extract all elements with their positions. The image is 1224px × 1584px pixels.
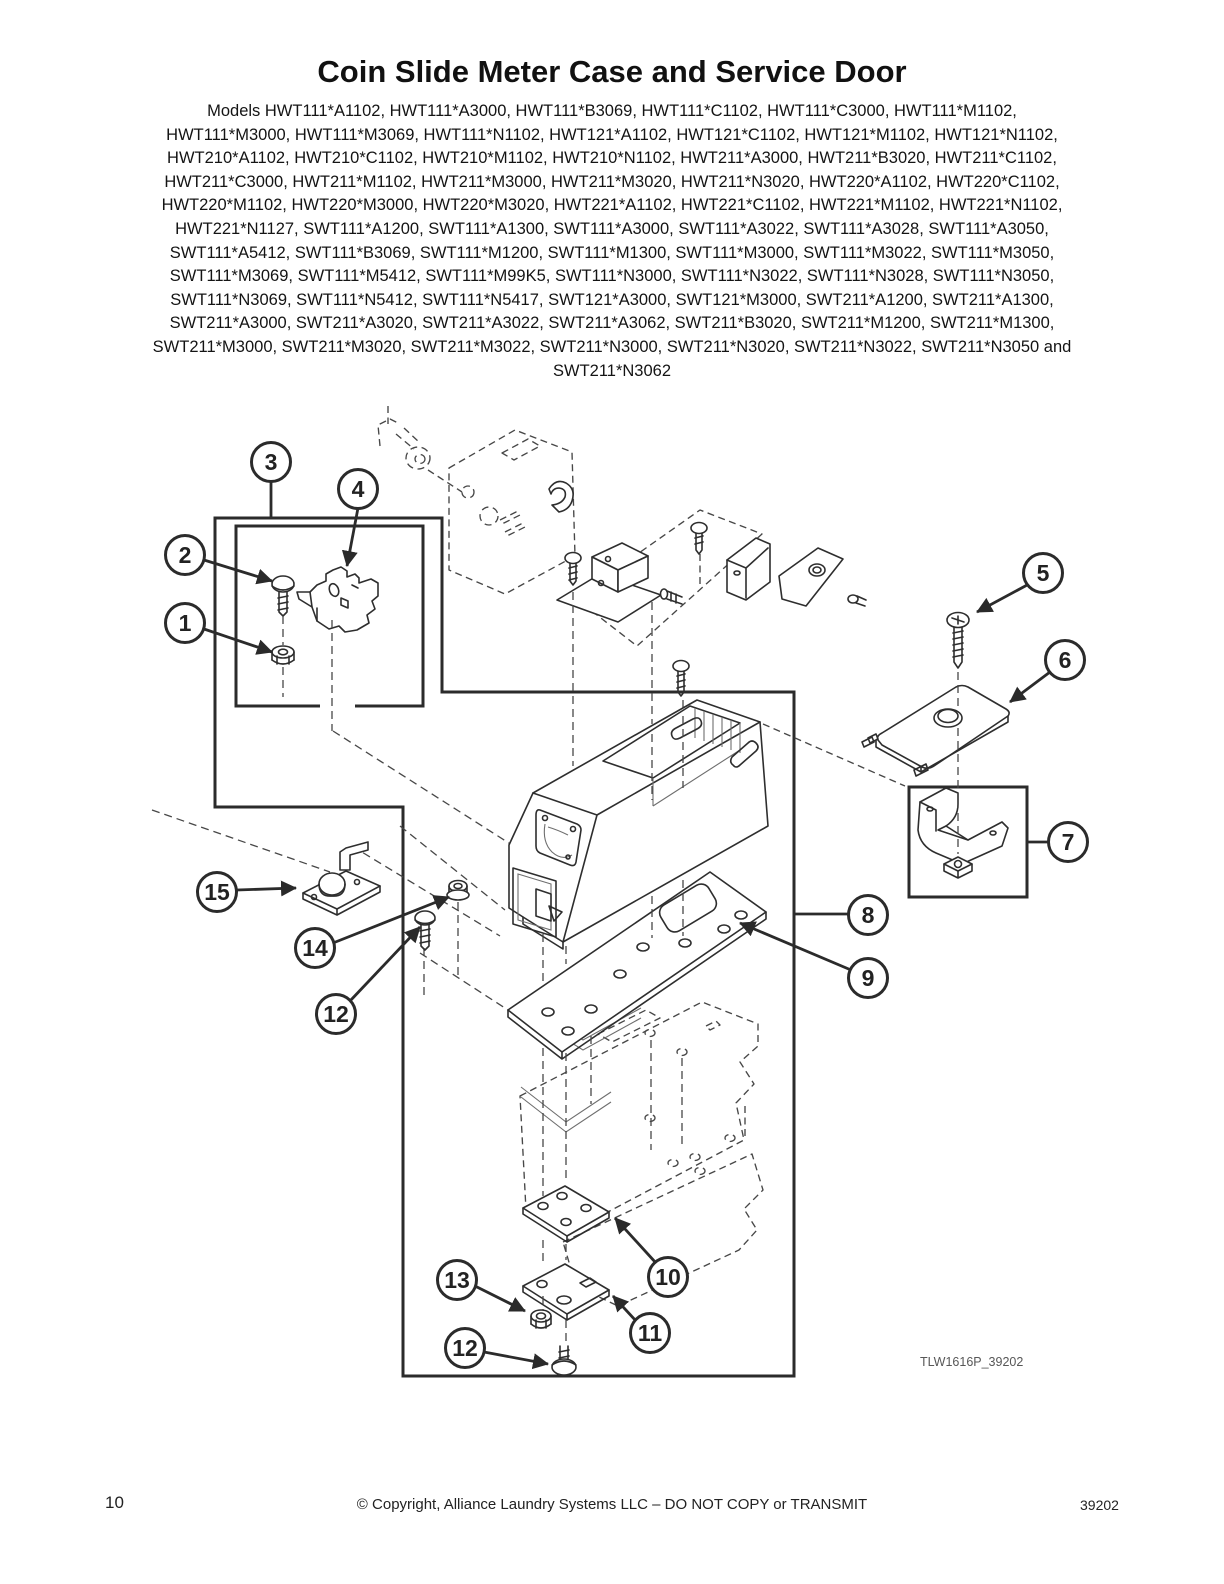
callout-10-label: 10	[655, 1264, 681, 1290]
page-number: 10	[105, 1493, 124, 1512]
document-number: 39202	[1080, 1497, 1119, 1513]
callout-9	[849, 959, 888, 998]
callout-7-label: 7	[1061, 829, 1075, 855]
callout-12-upper	[317, 995, 356, 1034]
callout-6	[1046, 641, 1085, 680]
callout-9-label: 9	[861, 965, 875, 991]
callout-15-label: 15	[204, 879, 230, 905]
part-screw-2	[272, 576, 294, 616]
part-cover-plate-6	[862, 686, 1009, 777]
model-list-line: HWT210*A1102, HWT210*C1102, HWT210*M1102, HWT210*N1102, HWT211*A3000, HWT211*B3020, HWT211*C1102,	[167, 149, 1057, 168]
model-list-line: HWT220*M1102, HWT220*M3000, HWT220*M3020, HWT221*A1102, HWT221*C1102, HWT221*M1102, HWT221*N1102,	[161, 196, 1063, 215]
model-list-line: SWT111*N3069, SWT111*N5412, SWT111*N5417, SWT121*A3000, SWT121*M3000, SWT211*A1200, SWT211*A1300,	[170, 290, 1054, 309]
callout-13	[438, 1261, 477, 1300]
callout-3	[252, 443, 291, 482]
model-list-line: HWT221*N1127, SWT111*A1200, SWT111*A1300, SWT111*A3000, SWT111*A3022, SWT111*A3028, SWT111*A3050,	[175, 219, 1049, 238]
callout-4	[339, 470, 378, 509]
copyright-notice: © Copyright, Alliance Laundry Systems LLC – DO NOT COPY or TRANSMIT	[356, 1496, 868, 1513]
part-bracket-4	[297, 567, 378, 632]
model-list-line: SWT211*M3000, SWT211*M3020, SWT211*M3022, SWT211*N3000, SWT211*N3020, SWT211*N3022, SWT211*N3050 and	[152, 337, 1072, 356]
model-list-line: SWT111*M3069, SWT111*M5412, SWT111*M99K5, SWT111*N3000, SWT111*N3022, SWT111*N3028, SWT111*N3050,	[169, 267, 1055, 286]
figure-code: TLW1616P_39202	[920, 1355, 1024, 1369]
part-latch-15	[303, 842, 380, 915]
model-list-line: SWT211*A3000, SWT211*A3020, SWT211*A3022, SWT211*A3062, SWT211*B3020, SWT211*M1200, SWT211*M1300,	[169, 314, 1055, 333]
model-list-line: HWT211*C3000, HWT211*M1102, HWT211*M3000, HWT211*M3020, HWT211*N3020, HWT220*A1102, HWT220*C1102,	[164, 172, 1060, 191]
callout-3-label: 3	[264, 449, 278, 475]
part-nut-13	[531, 1310, 551, 1328]
callout-6-label: 6	[1058, 647, 1072, 673]
callout-5	[1024, 554, 1063, 593]
callout-7	[1049, 823, 1088, 862]
callout-14	[296, 929, 335, 968]
callout-2	[166, 536, 205, 575]
part-screw-5	[947, 613, 969, 669]
callout-8	[849, 896, 888, 935]
callout-15	[198, 873, 237, 912]
callout-12-upper-label: 12	[323, 1001, 349, 1027]
callout-12-lower	[446, 1329, 485, 1368]
callout-8-label: 8	[861, 902, 875, 928]
part-nut-1	[272, 646, 294, 664]
callout-2-label: 2	[178, 542, 192, 568]
model-list-line: HWT111*M3000, HWT111*M3069, HWT111*N1102, HWT121*A1102, HWT121*C1102, HWT121*M1102, HWT121*N1102,	[166, 125, 1058, 144]
callout-13-label: 13	[444, 1267, 470, 1293]
page-title: Coin Slide Meter Case and Service Door	[317, 54, 907, 89]
callout-14-label: 14	[302, 935, 328, 961]
callout-5-label: 5	[1036, 560, 1050, 586]
callout-11-label: 11	[637, 1320, 663, 1346]
callout-4-label: 4	[351, 476, 365, 502]
part-bracket-7	[918, 788, 1008, 878]
callout-12-lower-label: 12	[452, 1335, 478, 1361]
callout-1	[166, 604, 205, 643]
part-plate-10	[523, 1186, 609, 1242]
callout-1-label: 1	[178, 610, 192, 636]
model-list-line: Models HWT111*A1102, HWT111*A3000, HWT111*B3069, HWT111*C1102, HWT111*C3000, HWT111*M1102,	[207, 102, 1017, 120]
model-list-line: SWT211*N3062	[552, 361, 671, 380]
callout-10	[649, 1258, 688, 1297]
callout-11	[631, 1314, 670, 1353]
part-screw-12-lower	[552, 1346, 576, 1375]
model-list-line: SWT111*A5412, SWT111*B3069, SWT111*M1200, SWT111*M1300, SWT111*M3000, SWT111*M3022, SWT111*M3050,	[169, 243, 1055, 262]
part-nut-14	[447, 881, 469, 901]
